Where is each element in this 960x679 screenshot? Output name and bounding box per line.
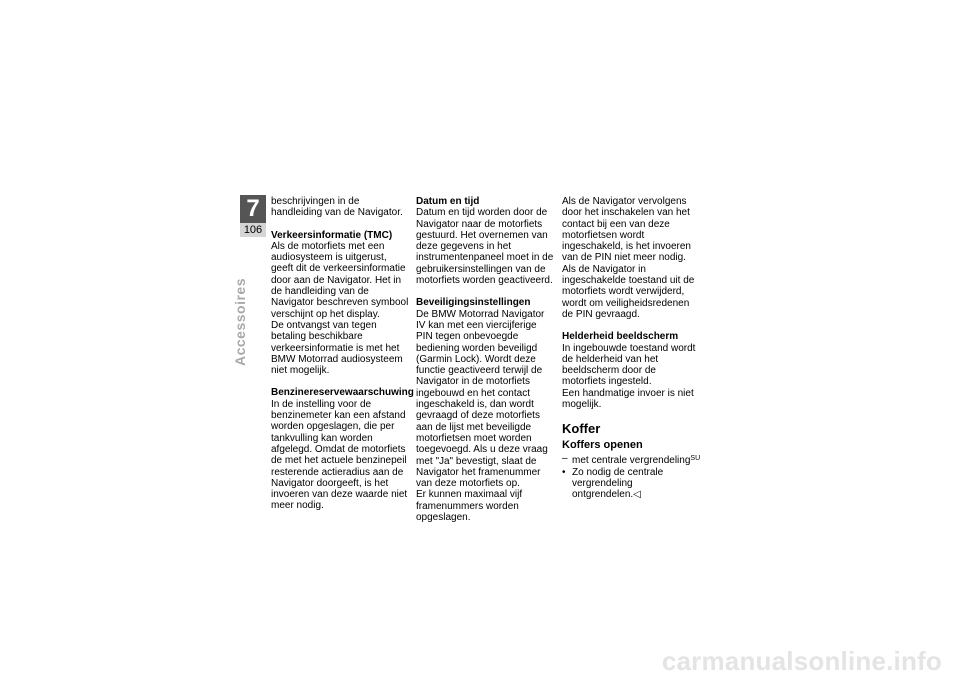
fuel-heading: Benzinereservewaarschuwing [271, 387, 414, 399]
condition-text: met centrale vergrendeling [572, 455, 691, 467]
fuel-text: In de instelling voor de benzinemeter kan een afstand worden opgeslagen, die per tankvulling kan worden afgelegd. Omdat de motorfiets de met het actuele benzinepeil resterende actieradius aan de Navigator doorgeeft, is het invoeren van deze waarde niet meer nodig. [271, 398, 408, 512]
security-text-2: Er kunnen maximaal vijf framenummers worden opgeslagen. [416, 489, 523, 524]
chapter-number: 7 [240, 195, 266, 223]
brightness-heading: Helderheid beeldscherm [562, 331, 679, 343]
column-1 [271, 196, 414, 512]
koffers-openen-heading: Koffers openen [562, 439, 643, 452]
tmc-text-2: De ontvangst van tegen betaling beschikbare verkeersinformatie is met het BMW Motorrad audiosysteem niet mogelijk. [271, 319, 403, 377]
end-symbol-icon: ◁ [633, 489, 641, 501]
security-heading: Beveiligingsinstellingen [416, 297, 531, 309]
brightness-text-2: Een handmatige invoer is niet mogelijk. [562, 387, 694, 411]
security-text-1: De BMW Motorrad Navigator IV kan met een viercijferige PIN tegen onbevoegde bediening worden beveiligd (Garmin Lock). Wordt deze functie geactiveerd terwijl de Navigator in de motorfiets ingebouwd en het contact ingeschakeld is, dan wordt gevraagd of deze motorfiets aan de lijst met beveiligde motorfietsen moet worden toegevoegd. Als u deze vraag met "Ja" bevestigt, slaat de Navigator het framenummer van deze motorfiets op. [416, 308, 548, 490]
brightness-text-1: In ingebouwde toestand wordt de helderheid van het beeldscherm door de motorfiets ingesteld. [562, 342, 696, 388]
step-text: Zo nodig de centrale vergrendeling ontgrendelen. [572, 466, 664, 501]
tmc-heading: Verkeersinformatie (TMC) [271, 229, 393, 241]
condition-item [562, 453, 702, 466]
date-text: Datum en tijd worden door de Navigator naar de motorfiets gestuurd. Het overnemen van deze gegevens in het instrumentenpaneel moet in de gebruikersinstellingen van de motorfiets worden geactiveerd. [416, 207, 554, 287]
bullet-marker: • [562, 466, 566, 478]
condition-superscript: SU [690, 455, 701, 463]
chapter-title [230, 277, 250, 367]
step-item [562, 467, 702, 501]
intro-text: beschrijvingen in de handleiding van de Navigator. [271, 196, 403, 219]
watermark: carmanualsonline.info [661, 646, 942, 676]
koffer-heading: Koffer [562, 421, 601, 437]
column-3 [562, 196, 702, 501]
security-continued: Als de Navigator vervolgens door het inschakelen van het contact bij een van deze motorfietsen wordt ingeschakeld, is het invoeren van de PIN niet meer nodig. Als de Navigator in ingeschakelde toestand uit de motorfiets wordt verwijderd, wordt om veiligheidsredenen de PIN gevraagd. [562, 196, 695, 320]
dash-marker: – [562, 453, 568, 465]
chapter-title-text: Accessoires [232, 277, 248, 367]
date-heading: Datum en tijd [416, 196, 480, 207]
tmc-text-1: Als de motorfiets met een audiosysteem is uitgerust, geeft dit de verkeersinformatie door aan de Navigator. Het in de handleiding van de Navigator beschreven symbool verschijnt op het display. [271, 240, 409, 320]
page-number: 106 [240, 223, 266, 237]
column-2 [416, 196, 556, 523]
